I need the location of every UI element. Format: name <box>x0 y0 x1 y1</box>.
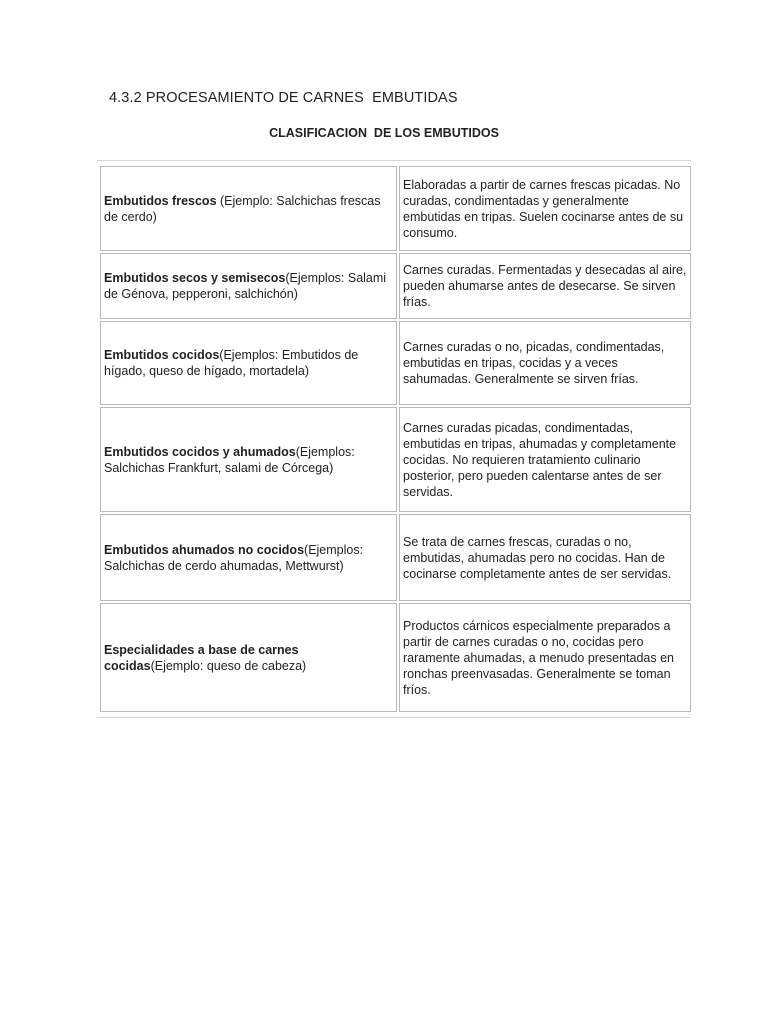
sausage-type-name: Embutidos cocidos <box>104 348 220 362</box>
table-title: CLASIFICACION DE LOS EMBUTIDOS <box>269 126 499 140</box>
sausage-type-example: (Ejemplo: Salchichas frescas de cerdo) <box>104 193 381 224</box>
table-row <box>100 166 691 251</box>
table-row <box>100 407 691 512</box>
sausage-type-example: (Ejemplos: Salchichas de cerdo ahumadas, Mettwurst) <box>104 542 364 573</box>
sausage-description: Elaboradas a partir de carnes frescas picadas. No curadas, condimentadas y generalmente embutidas en tripas. Suelen cocinarse antes de su consumo. <box>399 166 691 251</box>
sausage-type-example: (Ejemplos: Salchichas Frankfurt, salami de Córcega) <box>104 444 355 475</box>
sausage-type-cell <box>100 321 397 405</box>
sausage-type-name: Embutidos ahumados no cocidos <box>104 542 305 557</box>
table-row <box>100 253 691 319</box>
classification-table <box>98 164 693 714</box>
sausage-type-example: (Ejemplo: queso de cabeza) <box>150 658 307 673</box>
table-row <box>100 321 691 405</box>
sausage-type-name: Embutidos cocidos y ahumados <box>104 444 296 459</box>
sausage-type-cell <box>100 253 397 319</box>
table-row <box>100 603 691 712</box>
sausage-type-cell <box>100 407 397 512</box>
sausage-description: Carnes curadas picadas, condimentadas, embutidas en tripas, ahumadas y completamente cocidas. No requieren tratamiento culinario posterior, pero pueden calentarse antes de ser servidas. <box>399 407 691 512</box>
sausage-type-cell <box>100 603 397 712</box>
sausage-description: Se trata de carnes frescas, curadas o no, embutidas, ahumadas pero no cocidas. Han de cocinarse completamente antes de ser servidas. <box>399 514 691 601</box>
table-row <box>100 514 691 601</box>
classification-table-frame <box>97 160 691 718</box>
sausage-description: Productos cárnicos especialmente preparados a partir de carnes curadas o no, cocidas pero raramente ahumadas, a menudo presentadas en ronchas preenvasadas. Generalmente se toman fríos. <box>399 603 691 712</box>
sausage-type-cell <box>100 514 397 601</box>
section-heading: 4.3.2 PROCESAMIENTO DE CARNES EMBUTIDAS <box>109 90 458 106</box>
sausage-type-name: Embutidos frescos <box>104 193 217 208</box>
sausage-type-example: (Ejemplos: Salami de Génova, pepperoni, salchichón) <box>104 271 387 301</box>
sausage-type-cell <box>100 166 397 251</box>
sausage-type-example: (Ejemplos: Embutidos de hígado, queso de hígado, mortadela) <box>104 348 359 378</box>
sausage-description: Carnes curadas o no, picadas, condimentadas, embutidas en tripas, cocidas y a veces sahumadas. Generalmente se sirven frías. <box>399 321 691 405</box>
sausage-type-name: Embutidos secos y semisecos <box>104 271 286 285</box>
sausage-description: Carnes curadas. Fermentadas y desecadas al aire, pueden ahumarse antes de desecarse. Se sirven frías. <box>399 253 691 319</box>
sausage-type-name: Especialidades a base de carnes cocidas <box>104 642 299 673</box>
